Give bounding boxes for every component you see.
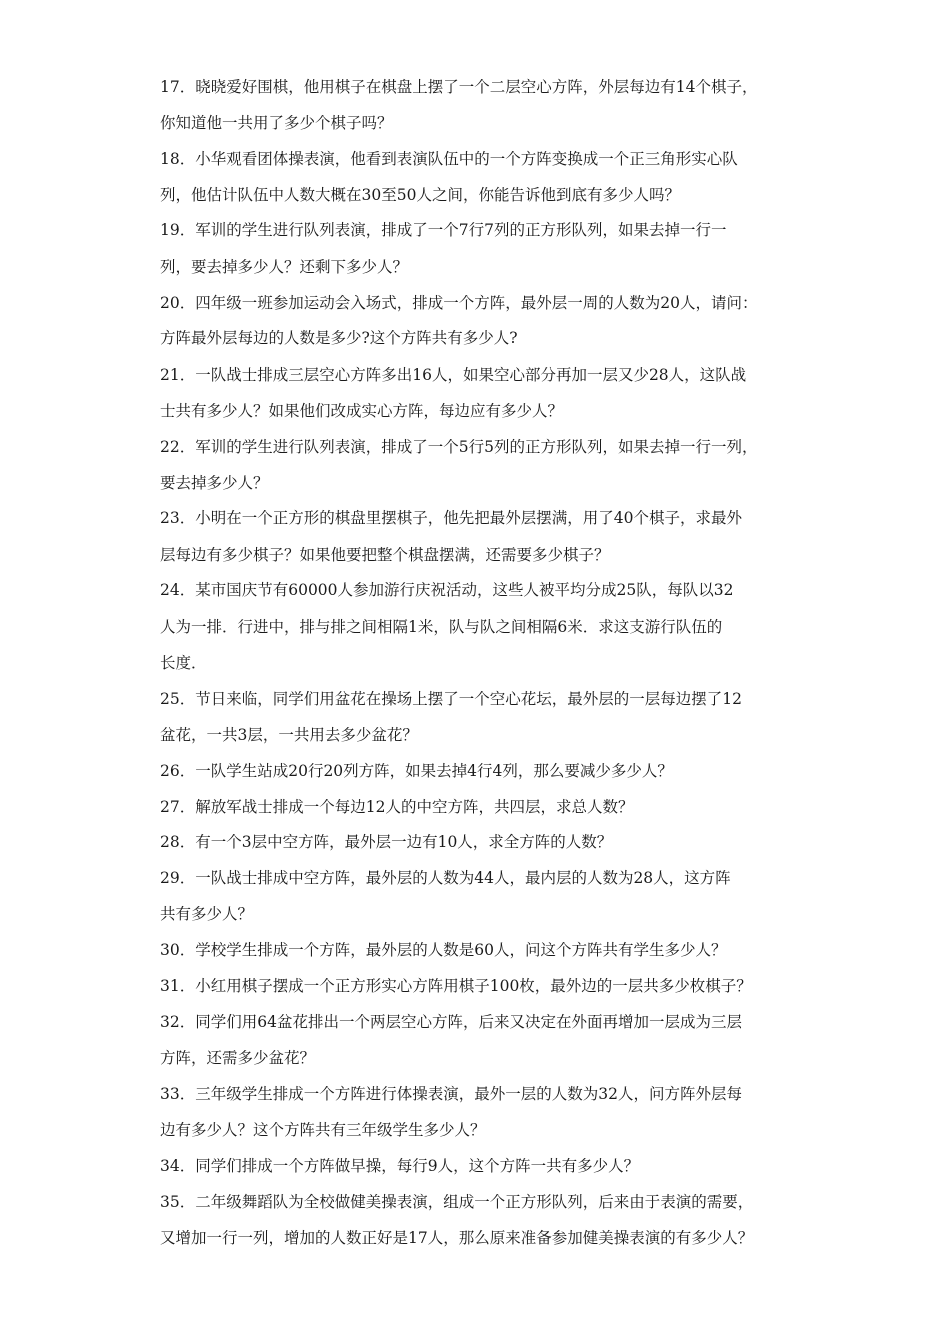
text-line: 方阵，还需多少盆花？ (160, 1049, 316, 1067)
text-line: 29．一队战士排成中空方阵，最外层的人数为44人，最内层的人数为28人，这方阵 (160, 869, 731, 887)
text-line: 层每边有多少棋子？如果他要把整个棋盘摆满，还需要多少棋子？ (160, 546, 610, 564)
text-line: 士共有多少人？如果他们改成实心方阵，每边应有多少人？ (160, 402, 564, 420)
text-line: 18．小华观看团体操表演，他看到表演队伍中的一个方阵变换成一个正三角形实心队 (160, 150, 738, 168)
text-line: 20．四年级一班参加运动会入场式，排成一个方阵，最外层一周的人数为20人，请问： (160, 294, 758, 312)
text-line: 17．晓晓爱好围棋，他用棋子在棋盘上摆了一个二层空心方阵，外层每边有14个棋子， (160, 78, 758, 96)
text-line: 30．学校学生排成一个方阵，最外层的人数是60人，问这个方阵共有学生多少人？ (160, 941, 727, 959)
text-line: 共有多少人？ (160, 905, 254, 923)
text-line: 34．同学们排成一个方阵做早操，每行9人，这个方阵一共有多少人？ (160, 1157, 640, 1175)
text-line: 人为一排．行进中，排与排之间相隔1米，队与队之间相隔6米．求这支游行队伍的 (160, 618, 723, 636)
text-line: 方阵最外层每边的人数是多少?这个方阵共有多少人? (160, 329, 518, 347)
text-line: 盆花，一共3层，一共用去多少盆花？ (160, 726, 418, 744)
text-line: 要去掉多少人？ (160, 474, 269, 492)
text-line: 边有多少人？这个方阵共有三年级学生多少人？ (160, 1121, 486, 1139)
text-line: 又增加一行一列，增加的人数正好是17人，那么原来准备参加健美操表演的有多少人？ (160, 1229, 754, 1247)
text-line: 26．一队学生站成20行20列方阵，如果去掉4行4列，那么要减少多少人？ (160, 762, 673, 780)
text-line: 33．三年级学生排成一个方阵进行体操表演，最外一层的人数为32人，问方阵外层每 (160, 1085, 742, 1103)
text-line: 28．有一个3层中空方阵，最外层一边有10人，求全方阵的人数？ (160, 833, 613, 851)
text-line: 24．某市国庆节有60000人参加游行庆祝活动，这些人被平均分成25队，每队以32 (160, 581, 734, 599)
text-line: 19．军训的学生进行队列表演，排成了一个7行7列的正方形队列，如果去掉一行一 (160, 221, 727, 239)
text-line: 25．节日来临，同学们用盆花在操场上摆了一个空心花坛，最外层的一层每边摆了12 (160, 690, 742, 708)
text-line: 列，要去掉多少人？还剩下多少人？ (160, 258, 409, 276)
text-line: 你知道他一共用了多少个棋子吗？ (160, 114, 393, 132)
text-line: 35．二年级舞蹈队为全校做健美操表演，组成一个正方形队列，后来由于表演的需要， (160, 1193, 754, 1211)
text-line: 长度． (160, 654, 207, 672)
text-line: 23．小明在一个正方形的棋盘里摆棋子，他先把最外层摆满，用了40个棋子，求最外 (160, 509, 742, 527)
text-line: 22．军训的学生进行队列表演，排成了一个5行5列的正方形队列，如果去掉一行一列， (160, 438, 758, 456)
text-line: 31．小红用棋子摆成一个正方形实心方阵用棋子100枚，最外边的一层共多少枚棋子？ (160, 977, 752, 995)
text-line: 27．解放军战士排成一个每边12人的中空方阵，共四层，求总人数？ (160, 798, 634, 816)
text-line: 32．同学们用64盆花排出一个两层空心方阵，后来又决定在外面再增加一层成为三层 (160, 1013, 742, 1031)
text-line: 21．一队战士排成三层空心方阵多出16人，如果空心部分再加一层又少28人，这队战 (160, 366, 747, 384)
text-line: 列，他估计队伍中人数大概在30至50人之间，你能告诉他到底有多少人吗？ (160, 186, 680, 204)
